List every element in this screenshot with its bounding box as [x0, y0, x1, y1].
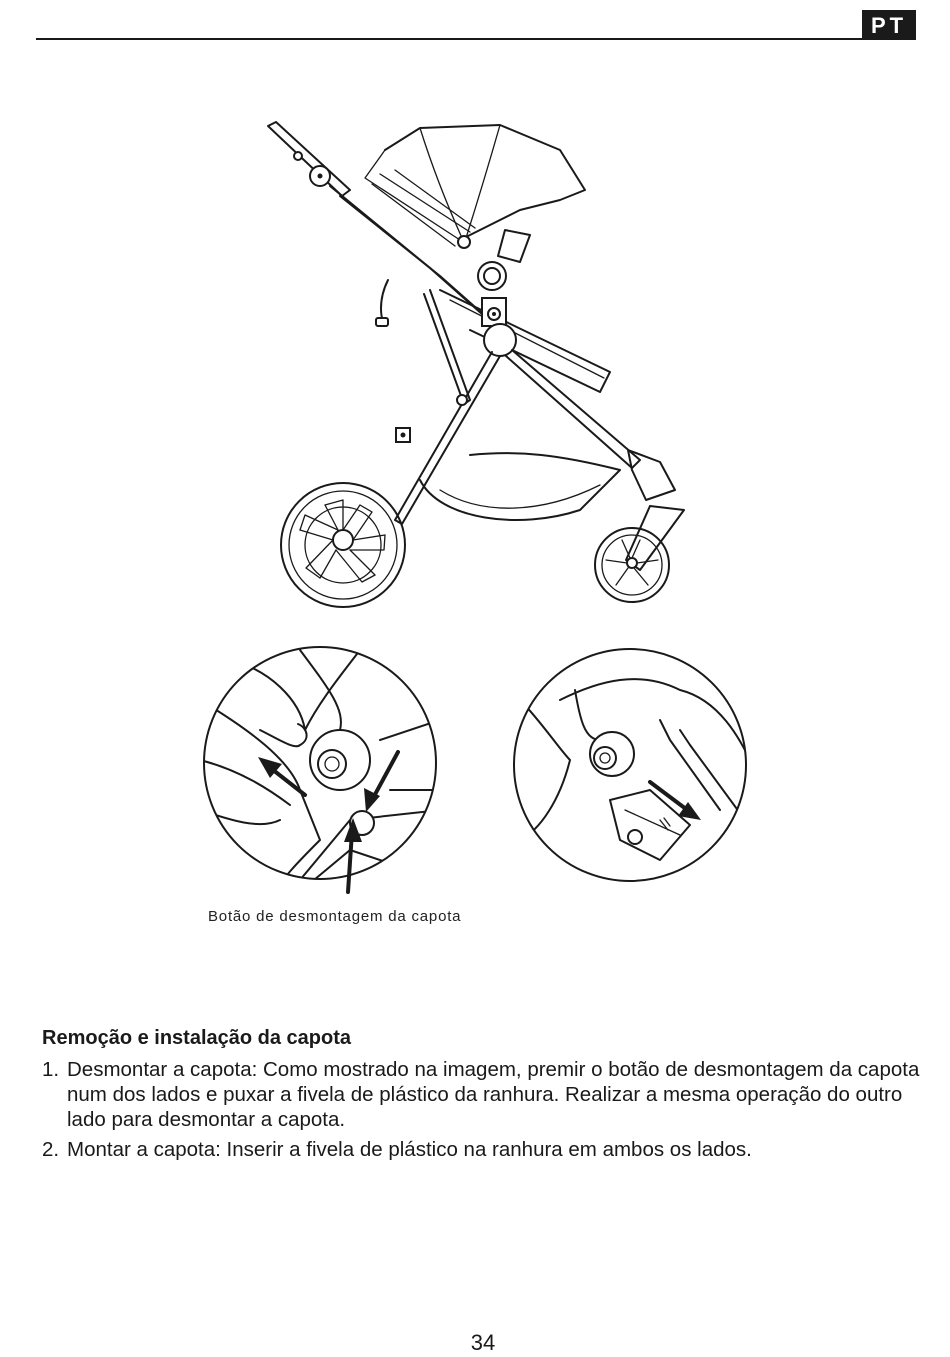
detail-caption: Botão de desmontagem da capota — [208, 908, 462, 925]
header-rule — [36, 38, 916, 40]
step-number: 2. — [42, 1138, 60, 1161]
section-title: Remoção e instalação da capota — [42, 1027, 352, 1049]
page-number: 34 — [470, 1330, 496, 1355]
language-badge: PT — [862, 10, 916, 40]
detail-right-illustration — [510, 645, 750, 885]
stroller-illustration — [260, 110, 700, 610]
step-text: Desmontar a capota: Como mostrado na imagem, premir o botão de desmontagem da capota num dos lados e puxar a fivela de plástico da ranhura. Realizar a mesma operação do outro lado para desmontar a capota. — [67, 1058, 920, 1131]
step-text: Montar a capota: Inserir a fivela de plástico na ranhura em ambos os lados. — [67, 1138, 752, 1161]
instruction-list — [42, 1057, 922, 1167]
list-item — [42, 1137, 922, 1162]
step-number: 1. — [42, 1058, 60, 1081]
detail-left-illustration — [200, 643, 440, 898]
list-item — [42, 1057, 922, 1132]
